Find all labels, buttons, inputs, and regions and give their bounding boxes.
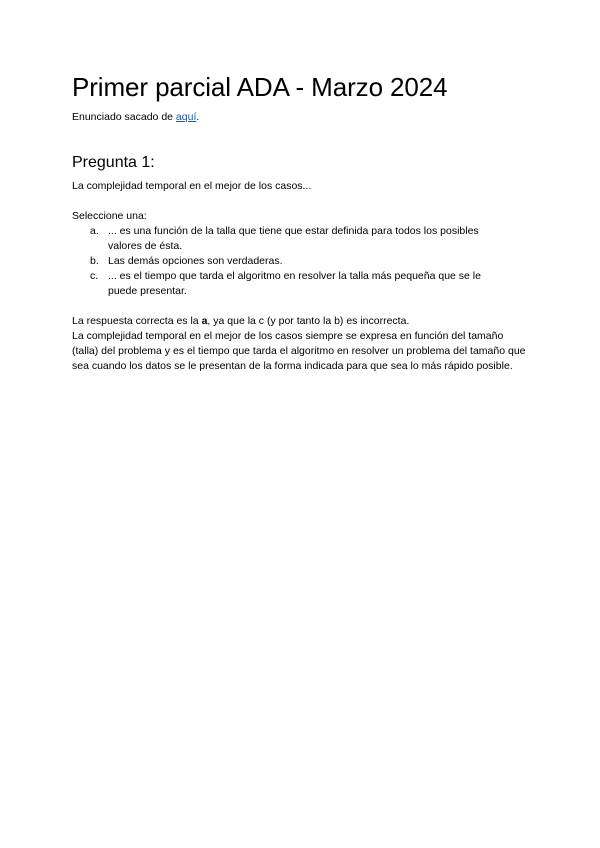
option-text: Las demás opciones son verdaderas.	[108, 255, 283, 267]
option-text: ... es una función de la talla que tiene que estar definida para todos los posibles valores de ésta.	[108, 225, 479, 252]
select-label: Seleccione una:	[72, 210, 147, 222]
answer-paragraph	[72, 314, 528, 374]
option-letter: c.	[90, 270, 99, 282]
answer-rest: , ya que la c (y por tanto la b) es incorrecta.	[207, 315, 410, 327]
question-heading: Pregunta 1:	[72, 154, 155, 171]
document-page	[72, 70, 528, 374]
source-suffix: .	[196, 111, 200, 123]
option-b	[72, 254, 528, 269]
option-letter: a.	[90, 225, 99, 237]
question-prompt: La complejidad temporal en el mejor de los casos...	[72, 180, 312, 192]
answer-explanation: La complejidad temporal en el mejor de los casos siempre se expresa en función del tamaño (talla) del problema y es el tiempo que tarda el algoritmo en resolver un problema del tamaño que sea cuando los datos se le presentan de la forma indicada para que sea lo más rápido posible.	[72, 330, 526, 372]
source-line	[72, 110, 528, 124]
option-c	[72, 269, 528, 299]
answer-line	[72, 314, 528, 329]
source-prefix: Enunciado sacado de	[72, 111, 176, 123]
answer-lead: La respuesta correcta es la	[72, 315, 202, 327]
option-text: ... es el tiempo que tarda el algoritmo en resolver la talla más pequeña que se le puede presentar.	[108, 270, 481, 297]
source-link[interactable]: aquí	[175, 111, 197, 123]
option-a	[72, 224, 528, 254]
document-title: Primer parcial ADA - Marzo 2024	[72, 72, 448, 102]
options-list	[72, 224, 528, 299]
answer-letter: a	[201, 315, 208, 327]
option-letter: b.	[90, 255, 99, 267]
